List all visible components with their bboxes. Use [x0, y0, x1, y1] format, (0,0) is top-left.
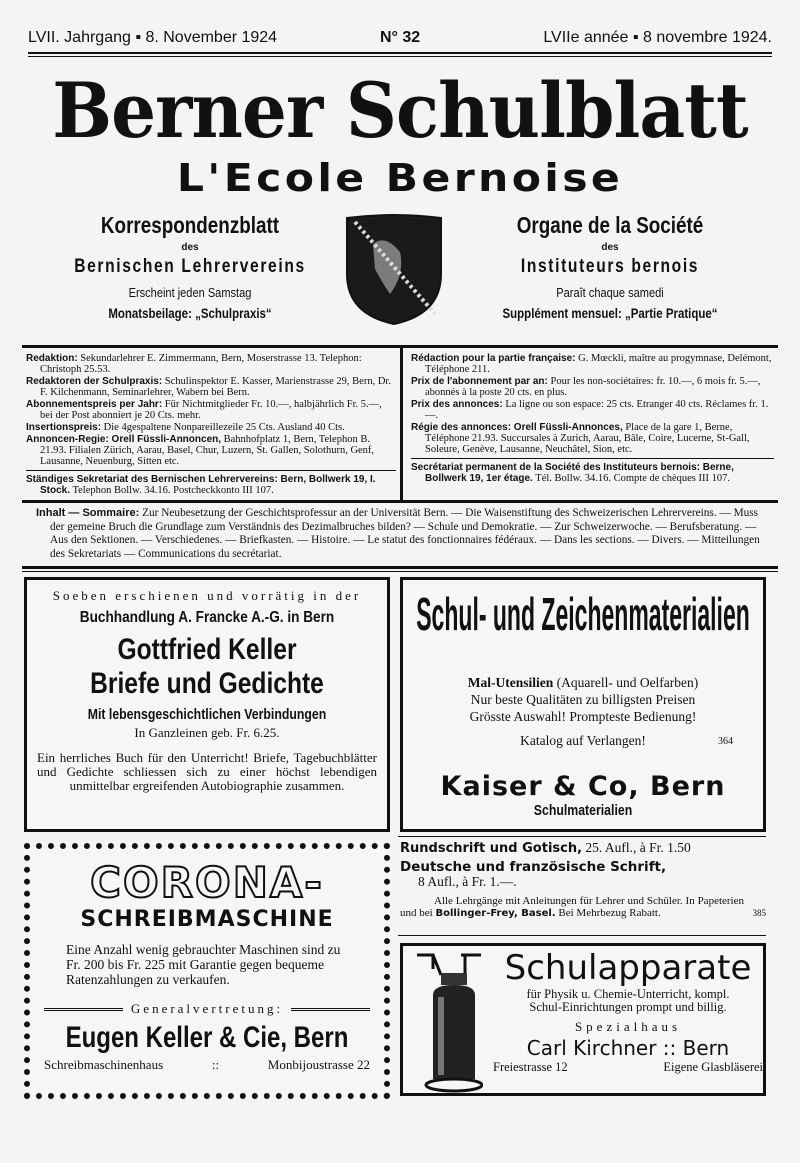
info-label: Annoncen-Regie: Orell Füssli-Annoncen,	[26, 434, 222, 445]
ad-line1: für Physik u. Chemie-Unterricht, kompl.	[526, 987, 730, 1001]
ad-intro: Soeben erschienen und vorrätig in der	[52, 588, 362, 603]
ad-body: Eine Anzahl wenig gebrauchter Maschinen sind zu Fr. 200 bis Fr. 225 mit Garantie gegen bequeme Ratenzahlungen zu verkaufen.	[66, 942, 341, 987]
divider	[26, 470, 396, 471]
info-section	[22, 345, 778, 572]
ad-address	[493, 1060, 763, 1075]
info-text: La ligne ou son espace: 25 cts. Etranger 40 cts. Réclames fr. 1.—.	[425, 399, 769, 421]
divider	[44, 1008, 123, 1011]
masthead-left-des: des	[181, 242, 199, 253]
info-entry	[411, 399, 774, 421]
ad-brand: CORONA-	[90, 858, 324, 907]
masthead-right-line2: Instituteurs bernois	[520, 256, 700, 277]
divider	[398, 935, 766, 936]
page-title: Berner Schulblatt	[52, 66, 748, 155]
issue-header	[28, 29, 772, 51]
ad-headline: Schulapparate	[504, 948, 752, 988]
ad-number: 364	[718, 736, 733, 747]
info-label: Rédaction pour la partie française:	[411, 353, 576, 364]
info-text: Pour les non-sociétaires: fr. 10.—, 6 mois fr. 5.—, abonnés à la poste 20 cts. en plus.	[425, 376, 761, 398]
masthead-right-des: des	[601, 242, 619, 253]
info-entry	[411, 353, 774, 375]
ad-corona	[24, 843, 390, 1099]
ad-body-text: Alle Lehrgänge mit Anleitungen für Lehrer und Schüler. In Papeterien und bei	[400, 895, 744, 919]
ad-address-right: Monbijoustrasse 22	[267, 1057, 370, 1072]
masthead-left-line2: Bernischen Lehrervereins	[74, 256, 306, 277]
ad-address	[44, 1057, 370, 1073]
ad-body	[400, 896, 766, 919]
info-text: Sekundarlehrer E. Zimmermann, Bern, Moserstrasse 13. Telephon: Christoph 25.53.	[40, 353, 362, 375]
bern-crest-icon	[345, 214, 443, 326]
info-label: Abonnementspreis per Jahr:	[26, 399, 163, 410]
masthead-right-line1: Organe de la Société	[516, 212, 704, 238]
ad-firm: Eugen Keller & Cie, Bern	[65, 1021, 349, 1054]
ad-line2-text: 8 Aufl., à Fr. 1.—.	[418, 874, 517, 889]
info-text: G. Mœckli, maître au progymnase, Delémont, Téléphone 211.	[425, 353, 772, 375]
secretariat-de	[26, 474, 396, 496]
divider	[22, 566, 778, 572]
masthead-right-line3: Paraît chaque samedi	[556, 285, 664, 300]
info-entry	[26, 434, 396, 467]
ad-body-text2: Bei Mehrbezug Rabatt.	[555, 906, 661, 919]
ad-agency-label: Generalvertretung:	[130, 1001, 284, 1016]
ad-address-sep: ::	[211, 1057, 220, 1072]
masthead-left-line1: Korrespondenzblatt	[100, 212, 280, 238]
info-label: Redaktion:	[26, 353, 78, 364]
ad-line1-bold: Rundschrift und Gotisch,	[400, 841, 583, 856]
ad-headline: Schul- und Zeichenmaterialien	[416, 588, 750, 640]
ad-spez: Spezialhaus	[574, 1019, 682, 1034]
divider	[28, 56, 772, 57]
info-entry	[26, 422, 396, 433]
secretariat-fr	[411, 462, 774, 484]
divider	[398, 836, 766, 837]
issue-number: N° 32	[380, 29, 421, 46]
header-date-fr: LVIIe année ▪ 8 novembre 1924.	[543, 29, 772, 46]
ad-number: 385	[752, 907, 766, 918]
page-subtitle: L'Ecole Bernoise	[176, 156, 624, 200]
info-entry	[26, 353, 396, 375]
info-entry	[411, 422, 774, 455]
ad-line4	[413, 733, 753, 749]
ad-body: Ein herrliches Buch für den Unterricht! Briefe, Tagebuchblätter und Gedichte schliessen sich zu einer höchst lebendigen unmittelbar ergreifenden Autobiographie zusammen.	[37, 750, 377, 793]
ad-firm-sub: Schulmaterialien	[533, 802, 633, 819]
secretariat-de-text: Telephon Bollw. 34.16. Postcheckkonto III 107.	[70, 485, 274, 496]
ad-line1-text: (Aquarell- und Oelfarben)	[553, 675, 699, 690]
ad-line3: Grösste Auswahl! Prompteste Bedienung!	[469, 709, 697, 724]
ad-agency	[44, 1001, 370, 1017]
divider	[291, 1008, 370, 1011]
info-entry	[26, 399, 396, 421]
ad-address-left: Freiestrasse 12	[493, 1060, 568, 1074]
contents-text: Zur Neubesetzung der Geschichtsprofessur an der Universität Bern. — Die Waisenstiftung des Schweizerischen Lehrervereins. — Muss der gemeine Bruch die Grundlage zum Verständnis des Dezimalbruches bilden? — Schule und Demokratie. — Zur Schweizerwoche. — Berufsberatung. — Aus den Sektionen. — Verschiedenes. — Briefkasten. — Histoire. — Le statut des fonctionnaires fédéraux. — Dans les sections. — Divers. — Mitteilungen des Sekretariats — Communications du secrétariat.	[50, 507, 760, 560]
ad-book-note: Mit lebensgeschichtlichen Verbindungen	[87, 706, 327, 723]
ad-kirchner-text	[493, 948, 763, 1075]
ad-book-subtitle: Briefe und Gedichte	[90, 667, 324, 700]
divider	[28, 52, 772, 54]
info-text: Place de la gare 1, Berne, Téléphone 21.93. Succursales à Zurich, Aarau, Bâle, Coire, Lucerne, St-Gall, Soleure, Genève, Lausanne, Neuchâtel, Sion, etc.	[425, 422, 750, 455]
ad-catalog: Katalog auf Verlangen!	[520, 733, 646, 748]
info-entry	[411, 376, 774, 398]
gas-bottle-icon	[411, 949, 483, 1094]
header-date-de: LVII. Jahrgang ▪ 8. November 1924	[28, 29, 278, 46]
ad-body-bold: Bollinger-Frey, Basel.	[435, 907, 556, 919]
secretariat-de-label: Ständiges Sekretariat des Bernischen Lehrervereins: Bern, Bollwerk 19, I. Stock.	[26, 474, 376, 496]
ad-kirchner	[400, 943, 766, 1096]
ad-line1-text: 25. Aufl., à Fr. 1.50	[582, 840, 691, 855]
masthead-left-line4: Monatsbeilage: „Schulpraxis“	[108, 305, 272, 321]
ad-line1-bold: Mal-Utensilien	[467, 675, 554, 690]
table-of-contents	[22, 500, 778, 565]
ad-address-right: Eigene Glasbläserei	[663, 1060, 763, 1074]
info-entry	[26, 376, 396, 398]
info-de	[22, 348, 400, 500]
ad-line2: Nur beste Qualitäten zu billigsten Preisen	[470, 692, 696, 707]
info-text: Für Nichtmitglieder Fr. 10.—, halbjährlich Fr. 5.—, bei der Post abonniert je 20 Cts. mehr.	[40, 399, 382, 421]
info-text: Die 4gespaltene Nonpareillezeile 25 Cts. Ausland 40 Cts.	[101, 422, 345, 433]
ad-line2-bold: Deutsche und französische Schrift,	[400, 859, 667, 875]
ad-bollinger	[400, 840, 766, 919]
ad-francke	[24, 577, 390, 832]
info-label: Insertionspreis:	[26, 422, 102, 433]
ad-product: SCHREIBMASCHINE	[80, 907, 334, 932]
info-label: Prix des annonces:	[411, 399, 503, 410]
info-fr	[400, 348, 778, 500]
secretariat-fr-label: Secrétariat permanent de la Société des Instituteurs bernois: Berne, Bollwerk 19, 1er étage.	[411, 462, 734, 484]
secretariat-fr-text: Tél. Bollw. 34.16. Compte de chèques III 107.	[532, 473, 730, 484]
info-columns	[22, 348, 778, 500]
masthead-left-line3: Erscheint jeden Samstag	[128, 285, 252, 300]
ad-price: In Ganzleinen geb. Fr. 6.25.	[134, 725, 280, 740]
info-label: Régie des annonces: Orell Füssli-Annonces,	[411, 422, 623, 433]
masthead-right	[445, 212, 775, 321]
ad-kaiser	[400, 577, 766, 832]
divider	[411, 458, 774, 459]
info-text: Bahnhofplatz 1, Bern, Telephon B. 21.93. Filialen Zürich, Aarau, Basel, Chur, Luzern, St. Gallen, Solothurn, Genf, Lausanne, Neuenburg, Sitten etc.	[40, 434, 375, 467]
ad-book-title: Gottfried Keller	[117, 633, 297, 666]
ad-address-left: Schreibmaschinenhaus	[44, 1057, 164, 1072]
info-label: Redaktoren der Schulpraxis:	[26, 376, 163, 387]
ad-line2: Schul-Einrichtungen prompt und billig.	[529, 1000, 727, 1014]
ad-shop: Buchhandlung A. Francke A.-G. in Bern	[79, 609, 335, 626]
ad-line1	[413, 674, 753, 691]
contents-label: Inhalt — Sommaire:	[36, 507, 140, 519]
ad-firm: Carl Kirchner :: Bern	[526, 1036, 730, 1060]
masthead-right-line4: Supplément mensuel: „Partie Pratique“	[502, 305, 718, 321]
masthead-left	[25, 212, 355, 321]
info-label: Prix de l'abonnement par an:	[411, 376, 548, 387]
info-text: Schulinspektor E. Kasser, Marienstrasse 29, Bern, Dr. F. Kilchenmann, Seminarlehrer, Wabern bei Bern.	[40, 376, 391, 398]
ad-firm: Kaiser & Co, Bern	[440, 771, 726, 802]
